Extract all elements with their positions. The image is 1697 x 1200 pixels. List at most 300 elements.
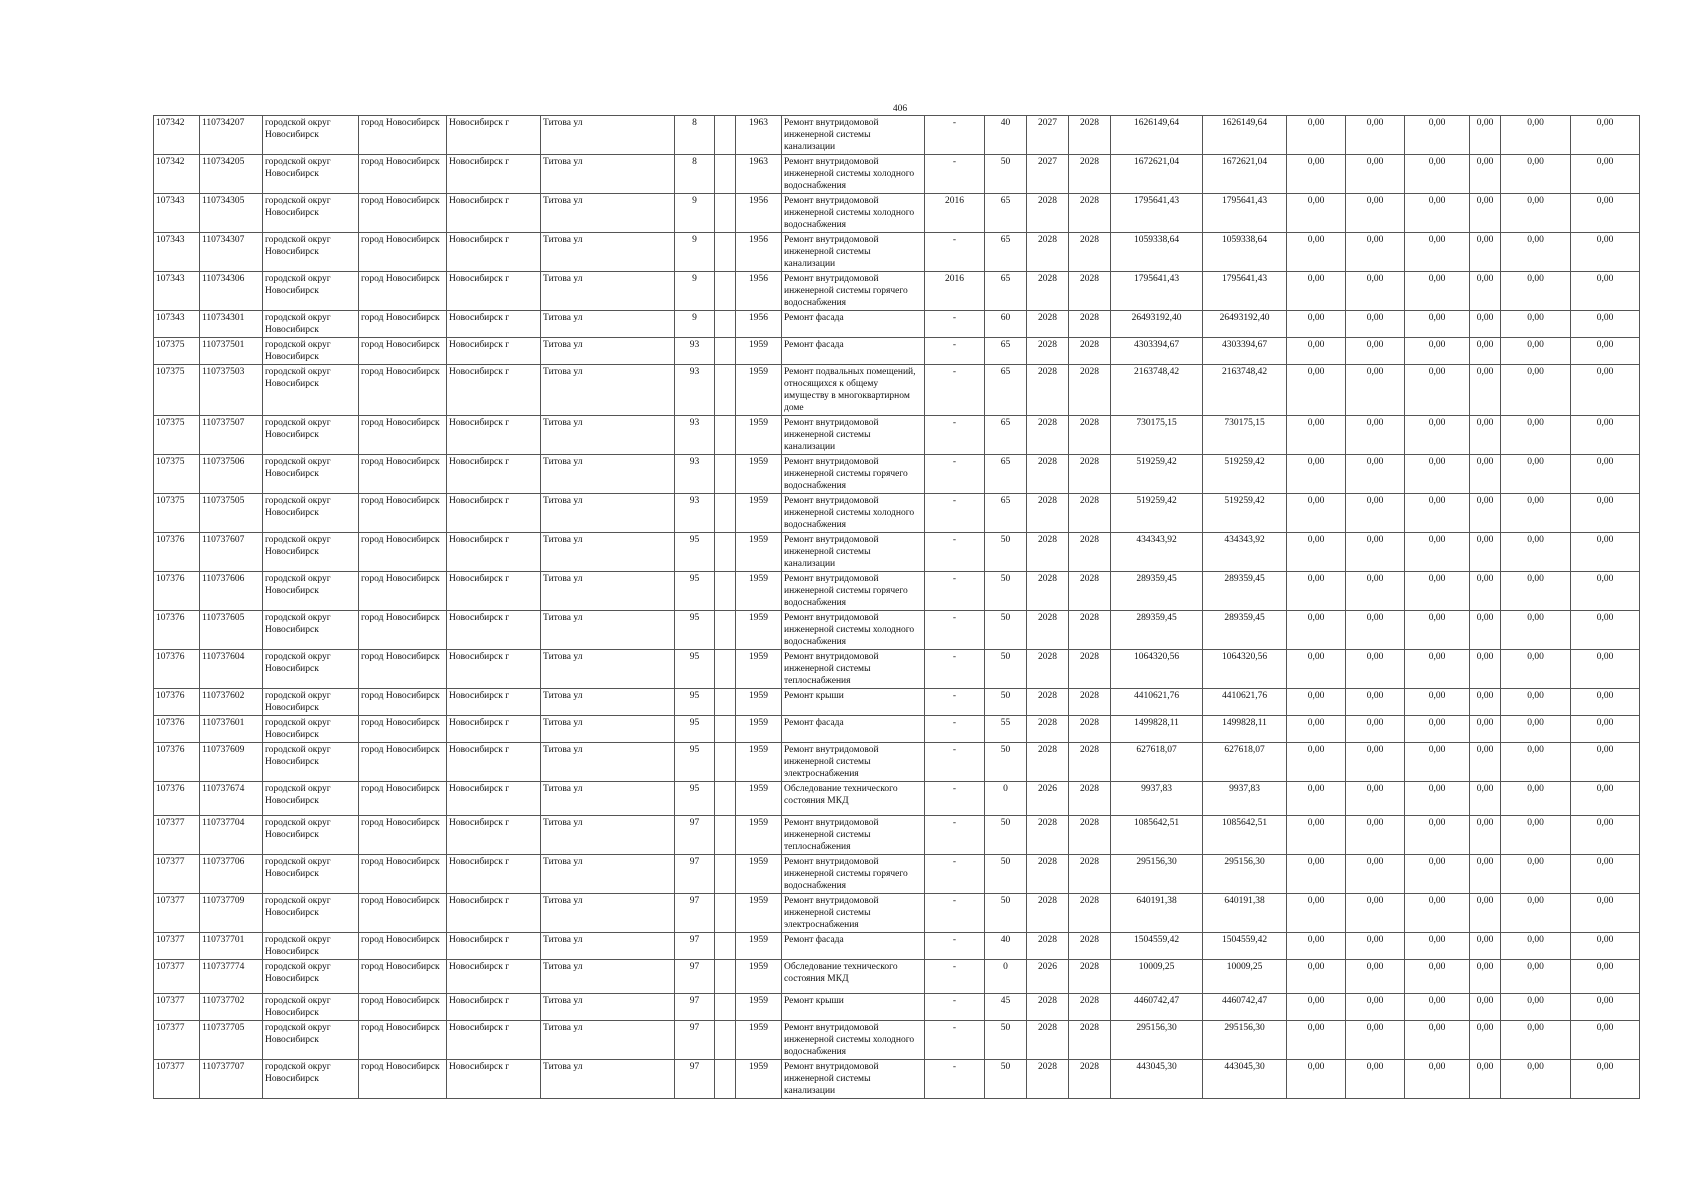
plan-end-year-cell: 2028 (1069, 365, 1111, 416)
total-cost-cell: 519259,42 (1111, 494, 1203, 533)
total-cost-cell: 10009,25 (1111, 960, 1203, 994)
total-cost-cell: 627618,07 (1111, 743, 1203, 782)
funding-5-cell: 0,00 (1501, 455, 1571, 494)
wear-percent-cell: 50 (985, 894, 1027, 933)
funding-4-cell: 0,00 (1470, 689, 1501, 716)
funding-3-cell: 0,00 (1405, 855, 1470, 894)
funding-3-cell: 0,00 (1405, 743, 1470, 782)
funding-6-cell: 0,00 (1571, 194, 1640, 233)
table-row (154, 494, 1640, 533)
plan-end-year-cell: 2028 (1069, 272, 1111, 311)
plan-end-year-cell: 2028 (1069, 233, 1111, 272)
work-id-cell: 110737507 (200, 416, 263, 455)
work-id-cell: 110734301 (200, 311, 263, 338)
funding-2-cell: 0,00 (1346, 311, 1405, 338)
plan-start-year-cell: 2028 (1027, 533, 1069, 572)
funding-5-cell: 0,00 (1501, 494, 1571, 533)
funding-3-cell: 0,00 (1405, 994, 1470, 1021)
year-built-cell: 1959 (736, 960, 782, 994)
plan-start-year-cell: 2028 (1027, 365, 1069, 416)
funding-6-cell: 0,00 (1571, 894, 1640, 933)
funding-5-cell: 0,00 (1501, 816, 1571, 855)
work-type-cell: Обследование технического состояния МКД (782, 782, 925, 816)
funding-6-cell: 0,00 (1571, 855, 1640, 894)
building-cell (715, 455, 736, 494)
fund-cost-cell: 26493192,40 (1203, 311, 1287, 338)
plan-start-year-cell: 2028 (1027, 716, 1069, 743)
year-built-cell: 1959 (736, 994, 782, 1021)
house-id-cell: 107376 (154, 572, 200, 611)
total-cost-cell: 2163748,42 (1111, 365, 1203, 416)
funding-4-cell: 0,00 (1470, 960, 1501, 994)
funding-1-cell: 0,00 (1287, 116, 1346, 155)
plan-end-year-cell: 2028 (1069, 116, 1111, 155)
table-body (154, 116, 1640, 1099)
settlement-cell: город Новосибирск (359, 155, 447, 194)
building-cell (715, 1060, 736, 1099)
settlement-cell: город Новосибирск (359, 894, 447, 933)
funding-6-cell: 0,00 (1571, 743, 1640, 782)
locality-cell: Новосибирск г (447, 933, 541, 960)
house-id-cell: 107376 (154, 650, 200, 689)
year-built-cell: 1959 (736, 455, 782, 494)
funding-5-cell: 0,00 (1501, 311, 1571, 338)
locality-cell: Новосибирск г (447, 1060, 541, 1099)
funding-2-cell: 0,00 (1346, 272, 1405, 311)
funding-1-cell: 0,00 (1287, 416, 1346, 455)
house-number-cell: 95 (675, 689, 715, 716)
funding-1-cell: 0,00 (1287, 1060, 1346, 1099)
funding-4-cell: 0,00 (1470, 338, 1501, 365)
wear-percent-cell: 65 (985, 494, 1027, 533)
house-number-cell: 95 (675, 782, 715, 816)
locality-cell: Новосибирск г (447, 311, 541, 338)
funding-6-cell: 0,00 (1571, 155, 1640, 194)
work-type-cell: Ремонт фасада (782, 311, 925, 338)
wear-percent-cell: 55 (985, 716, 1027, 743)
settlement-cell: город Новосибирск (359, 194, 447, 233)
table-row (154, 894, 1640, 933)
street-cell: Титова ул (541, 272, 675, 311)
funding-6-cell: 0,00 (1571, 311, 1640, 338)
total-cost-cell: 443045,30 (1111, 1060, 1203, 1099)
wear-percent-cell: 65 (985, 416, 1027, 455)
house-number-cell: 93 (675, 494, 715, 533)
table-row (154, 743, 1640, 782)
work-type-cell: Обследование технического состояния МКД (782, 960, 925, 994)
funding-2-cell: 0,00 (1346, 416, 1405, 455)
locality-cell: Новосибирск г (447, 194, 541, 233)
house-id-cell: 107376 (154, 782, 200, 816)
house-id-cell: 107376 (154, 611, 200, 650)
work-type-cell: Ремонт фасада (782, 716, 925, 743)
last-repair-year-cell: - (925, 365, 985, 416)
locality-cell: Новосибирск г (447, 365, 541, 416)
work-id-cell: 110737503 (200, 365, 263, 416)
funding-2-cell: 0,00 (1346, 365, 1405, 416)
funding-5-cell: 0,00 (1501, 743, 1571, 782)
table-row (154, 782, 1640, 816)
year-built-cell: 1959 (736, 743, 782, 782)
building-cell (715, 533, 736, 572)
year-built-cell: 1959 (736, 816, 782, 855)
plan-end-year-cell: 2028 (1069, 311, 1111, 338)
last-repair-year-cell: 2016 (925, 272, 985, 311)
settlement-cell: город Новосибирск (359, 816, 447, 855)
funding-2-cell: 0,00 (1346, 1060, 1405, 1099)
table-row (154, 1060, 1640, 1099)
house-id-cell: 107377 (154, 994, 200, 1021)
wear-percent-cell: 65 (985, 455, 1027, 494)
funding-1-cell: 0,00 (1287, 272, 1346, 311)
last-repair-year-cell: - (925, 572, 985, 611)
fund-cost-cell: 519259,42 (1203, 494, 1287, 533)
locality-cell: Новосибирск г (447, 533, 541, 572)
plan-end-year-cell: 2028 (1069, 416, 1111, 455)
total-cost-cell: 4303394,67 (1111, 338, 1203, 365)
locality-cell: Новосибирск г (447, 233, 541, 272)
funding-6-cell: 0,00 (1571, 416, 1640, 455)
table-row (154, 338, 1640, 365)
funding-5-cell: 0,00 (1501, 782, 1571, 816)
settlement-cell: город Новосибирск (359, 933, 447, 960)
fund-cost-cell: 1059338,64 (1203, 233, 1287, 272)
house-id-cell: 107375 (154, 338, 200, 365)
house-id-cell: 107376 (154, 743, 200, 782)
total-cost-cell: 1672621,04 (1111, 155, 1203, 194)
plan-start-year-cell: 2028 (1027, 311, 1069, 338)
house-number-cell: 97 (675, 994, 715, 1021)
funding-6-cell: 0,00 (1571, 233, 1640, 272)
last-repair-year-cell: - (925, 782, 985, 816)
plan-start-year-cell: 2028 (1027, 494, 1069, 533)
plan-end-year-cell: 2028 (1069, 611, 1111, 650)
settlement-cell: город Новосибирск (359, 716, 447, 743)
last-repair-year-cell: - (925, 494, 985, 533)
funding-3-cell: 0,00 (1405, 194, 1470, 233)
last-repair-year-cell: - (925, 416, 985, 455)
funding-1-cell: 0,00 (1287, 689, 1346, 716)
total-cost-cell: 1064320,56 (1111, 650, 1203, 689)
wear-percent-cell: 0 (985, 782, 1027, 816)
work-id-cell: 110737601 (200, 716, 263, 743)
municipality-cell: городской округ Новосибирск (263, 494, 359, 533)
fund-cost-cell: 640191,38 (1203, 894, 1287, 933)
house-id-cell: 107343 (154, 311, 200, 338)
table-row (154, 233, 1640, 272)
house-id-cell: 107377 (154, 855, 200, 894)
wear-percent-cell: 65 (985, 194, 1027, 233)
plan-end-year-cell: 2028 (1069, 533, 1111, 572)
wear-percent-cell: 0 (985, 960, 1027, 994)
funding-5-cell: 0,00 (1501, 650, 1571, 689)
house-number-cell: 97 (675, 1021, 715, 1060)
house-number-cell: 93 (675, 365, 715, 416)
municipality-cell: городской округ Новосибирск (263, 455, 359, 494)
funding-1-cell: 0,00 (1287, 960, 1346, 994)
funding-6-cell: 0,00 (1571, 1060, 1640, 1099)
funding-1-cell: 0,00 (1287, 816, 1346, 855)
fund-cost-cell: 519259,42 (1203, 455, 1287, 494)
house-id-cell: 107343 (154, 272, 200, 311)
year-built-cell: 1959 (736, 689, 782, 716)
street-cell: Титова ул (541, 650, 675, 689)
funding-5-cell: 0,00 (1501, 155, 1571, 194)
work-type-cell: Ремонт фасада (782, 933, 925, 960)
house-number-cell: 95 (675, 650, 715, 689)
work-id-cell: 110737505 (200, 494, 263, 533)
house-id-cell: 107342 (154, 116, 200, 155)
funding-4-cell: 0,00 (1470, 650, 1501, 689)
street-cell: Титова ул (541, 855, 675, 894)
municipality-cell: городской округ Новосибирск (263, 233, 359, 272)
funding-6-cell: 0,00 (1571, 650, 1640, 689)
work-id-cell: 110737501 (200, 338, 263, 365)
funding-2-cell: 0,00 (1346, 743, 1405, 782)
funding-5-cell: 0,00 (1501, 1021, 1571, 1060)
plan-start-year-cell: 2028 (1027, 1021, 1069, 1060)
funding-2-cell: 0,00 (1346, 116, 1405, 155)
work-id-cell: 110737709 (200, 894, 263, 933)
funding-3-cell: 0,00 (1405, 233, 1470, 272)
funding-6-cell: 0,00 (1571, 572, 1640, 611)
fund-cost-cell: 1504559,42 (1203, 933, 1287, 960)
funding-1-cell: 0,00 (1287, 572, 1346, 611)
house-id-cell: 107376 (154, 716, 200, 743)
funding-4-cell: 0,00 (1470, 116, 1501, 155)
last-repair-year-cell: - (925, 933, 985, 960)
work-type-cell: Ремонт внутридомовой инженерной системы электроснабжения (782, 743, 925, 782)
year-built-cell: 1959 (736, 416, 782, 455)
plan-start-year-cell: 2028 (1027, 572, 1069, 611)
table-row (154, 416, 1640, 455)
work-id-cell: 110737774 (200, 960, 263, 994)
wear-percent-cell: 45 (985, 994, 1027, 1021)
funding-1-cell: 0,00 (1287, 933, 1346, 960)
street-cell: Титова ул (541, 338, 675, 365)
year-built-cell: 1963 (736, 155, 782, 194)
funding-2-cell: 0,00 (1346, 689, 1405, 716)
funding-2-cell: 0,00 (1346, 894, 1405, 933)
funding-5-cell: 0,00 (1501, 1060, 1571, 1099)
locality-cell: Новосибирск г (447, 960, 541, 994)
wear-percent-cell: 40 (985, 933, 1027, 960)
settlement-cell: город Новосибирск (359, 994, 447, 1021)
fund-cost-cell: 1499828,11 (1203, 716, 1287, 743)
fund-cost-cell: 443045,30 (1203, 1060, 1287, 1099)
funding-1-cell: 0,00 (1287, 855, 1346, 894)
street-cell: Титова ул (541, 689, 675, 716)
year-built-cell: 1959 (736, 533, 782, 572)
fund-cost-cell: 1064320,56 (1203, 650, 1287, 689)
wear-percent-cell: 50 (985, 572, 1027, 611)
funding-2-cell: 0,00 (1346, 650, 1405, 689)
fund-cost-cell: 295156,30 (1203, 855, 1287, 894)
work-type-cell: Ремонт внутридомовой инженерной системы канализации (782, 1060, 925, 1099)
table-row (154, 816, 1640, 855)
funding-2-cell: 0,00 (1346, 233, 1405, 272)
work-id-cell: 110734205 (200, 155, 263, 194)
work-type-cell: Ремонт подвальных помещений, относящихся к общему имуществу в многоквартирном доме (782, 365, 925, 416)
year-built-cell: 1959 (736, 650, 782, 689)
street-cell: Титова ул (541, 155, 675, 194)
work-type-cell: Ремонт внутридомовой инженерной системы горячего водоснабжения (782, 272, 925, 311)
funding-5-cell: 0,00 (1501, 689, 1571, 716)
plan-start-year-cell: 2028 (1027, 194, 1069, 233)
funding-5-cell: 0,00 (1501, 533, 1571, 572)
plan-end-year-cell: 2028 (1069, 455, 1111, 494)
municipality-cell: городской округ Новосибирск (263, 782, 359, 816)
plan-start-year-cell: 2028 (1027, 743, 1069, 782)
year-built-cell: 1959 (736, 611, 782, 650)
municipality-cell: городской округ Новосибирск (263, 855, 359, 894)
street-cell: Титова ул (541, 816, 675, 855)
work-type-cell: Ремонт внутридомовой инженерной системы холодного водоснабжения (782, 155, 925, 194)
settlement-cell: город Новосибирск (359, 494, 447, 533)
table-row (154, 311, 1640, 338)
house-id-cell: 107343 (154, 194, 200, 233)
funding-6-cell: 0,00 (1571, 1021, 1640, 1060)
wear-percent-cell: 65 (985, 233, 1027, 272)
total-cost-cell: 1504559,42 (1111, 933, 1203, 960)
settlement-cell: город Новосибирск (359, 1060, 447, 1099)
funding-5-cell: 0,00 (1501, 365, 1571, 416)
funding-4-cell: 0,00 (1470, 716, 1501, 743)
funding-5-cell: 0,00 (1501, 116, 1571, 155)
funding-6-cell: 0,00 (1571, 338, 1640, 365)
fund-cost-cell: 627618,07 (1203, 743, 1287, 782)
plan-end-year-cell: 2028 (1069, 338, 1111, 365)
funding-1-cell: 0,00 (1287, 743, 1346, 782)
funding-3-cell: 0,00 (1405, 116, 1470, 155)
last-repair-year-cell: - (925, 994, 985, 1021)
street-cell: Титова ул (541, 494, 675, 533)
settlement-cell: город Новосибирск (359, 533, 447, 572)
house-number-cell: 95 (675, 716, 715, 743)
house-number-cell: 95 (675, 572, 715, 611)
work-type-cell: Ремонт внутридомовой инженерной системы холодного водоснабжения (782, 494, 925, 533)
settlement-cell: город Новосибирск (359, 572, 447, 611)
municipality-cell: городской округ Новосибирск (263, 194, 359, 233)
municipality-cell: городской округ Новосибирск (263, 816, 359, 855)
building-cell (715, 1021, 736, 1060)
year-built-cell: 1956 (736, 311, 782, 338)
building-cell (715, 194, 736, 233)
building-cell (715, 894, 736, 933)
work-type-cell: Ремонт внутридомовой инженерной системы канализации (782, 116, 925, 155)
funding-6-cell: 0,00 (1571, 116, 1640, 155)
funding-3-cell: 0,00 (1405, 933, 1470, 960)
last-repair-year-cell: - (925, 650, 985, 689)
settlement-cell: город Новосибирск (359, 365, 447, 416)
funding-3-cell: 0,00 (1405, 894, 1470, 933)
street-cell: Титова ул (541, 455, 675, 494)
work-id-cell: 110734307 (200, 233, 263, 272)
house-number-cell: 97 (675, 894, 715, 933)
settlement-cell: город Новосибирск (359, 689, 447, 716)
funding-4-cell: 0,00 (1470, 533, 1501, 572)
last-repair-year-cell: - (925, 894, 985, 933)
funding-2-cell: 0,00 (1346, 494, 1405, 533)
street-cell: Титова ул (541, 716, 675, 743)
total-cost-cell: 26493192,40 (1111, 311, 1203, 338)
work-id-cell: 110737606 (200, 572, 263, 611)
fund-cost-cell: 289359,45 (1203, 572, 1287, 611)
plan-end-year-cell: 2028 (1069, 816, 1111, 855)
funding-5-cell: 0,00 (1501, 933, 1571, 960)
house-number-cell: 9 (675, 311, 715, 338)
table-row (154, 650, 1640, 689)
funding-2-cell: 0,00 (1346, 533, 1405, 572)
building-cell (715, 816, 736, 855)
house-id-cell: 107376 (154, 689, 200, 716)
street-cell: Титова ул (541, 960, 675, 994)
funding-4-cell: 0,00 (1470, 611, 1501, 650)
municipality-cell: городской округ Новосибирск (263, 116, 359, 155)
table-row (154, 1021, 1640, 1060)
building-cell (715, 782, 736, 816)
street-cell: Титова ул (541, 1060, 675, 1099)
year-built-cell: 1959 (736, 716, 782, 743)
plan-start-year-cell: 2026 (1027, 960, 1069, 994)
year-built-cell: 1959 (736, 338, 782, 365)
wear-percent-cell: 50 (985, 1060, 1027, 1099)
total-cost-cell: 640191,38 (1111, 894, 1203, 933)
building-cell (715, 494, 736, 533)
wear-percent-cell: 50 (985, 650, 1027, 689)
plan-start-year-cell: 2028 (1027, 855, 1069, 894)
funding-1-cell: 0,00 (1287, 194, 1346, 233)
street-cell: Титова ул (541, 311, 675, 338)
funding-6-cell: 0,00 (1571, 994, 1640, 1021)
municipality-cell: городской округ Новосибирск (263, 155, 359, 194)
last-repair-year-cell: - (925, 743, 985, 782)
work-id-cell: 110737607 (200, 533, 263, 572)
street-cell: Титова ул (541, 894, 675, 933)
funding-6-cell: 0,00 (1571, 782, 1640, 816)
funding-4-cell: 0,00 (1470, 894, 1501, 933)
municipality-cell: городской округ Новосибирск (263, 272, 359, 311)
funding-2-cell: 0,00 (1346, 994, 1405, 1021)
municipality-cell: городской округ Новосибирск (263, 311, 359, 338)
settlement-cell: город Новосибирск (359, 611, 447, 650)
funding-1-cell: 0,00 (1287, 155, 1346, 194)
house-id-cell: 107377 (154, 1021, 200, 1060)
funding-5-cell: 0,00 (1501, 994, 1571, 1021)
plan-start-year-cell: 2028 (1027, 611, 1069, 650)
municipality-cell: городской округ Новосибирск (263, 960, 359, 994)
plan-start-year-cell: 2028 (1027, 1060, 1069, 1099)
funding-3-cell: 0,00 (1405, 155, 1470, 194)
house-number-cell: 95 (675, 743, 715, 782)
work-id-cell: 110737602 (200, 689, 263, 716)
page-number: 406 (892, 104, 908, 114)
last-repair-year-cell: 2016 (925, 194, 985, 233)
house-id-cell: 107377 (154, 1060, 200, 1099)
last-repair-year-cell: - (925, 1021, 985, 1060)
building-cell (715, 233, 736, 272)
funding-6-cell: 0,00 (1571, 960, 1640, 994)
house-number-cell: 93 (675, 338, 715, 365)
plan-end-year-cell: 2028 (1069, 155, 1111, 194)
building-cell (715, 933, 736, 960)
year-built-cell: 1959 (736, 894, 782, 933)
last-repair-year-cell: - (925, 533, 985, 572)
work-id-cell: 110737604 (200, 650, 263, 689)
plan-start-year-cell: 2028 (1027, 272, 1069, 311)
locality-cell: Новосибирск г (447, 894, 541, 933)
year-built-cell: 1959 (736, 572, 782, 611)
